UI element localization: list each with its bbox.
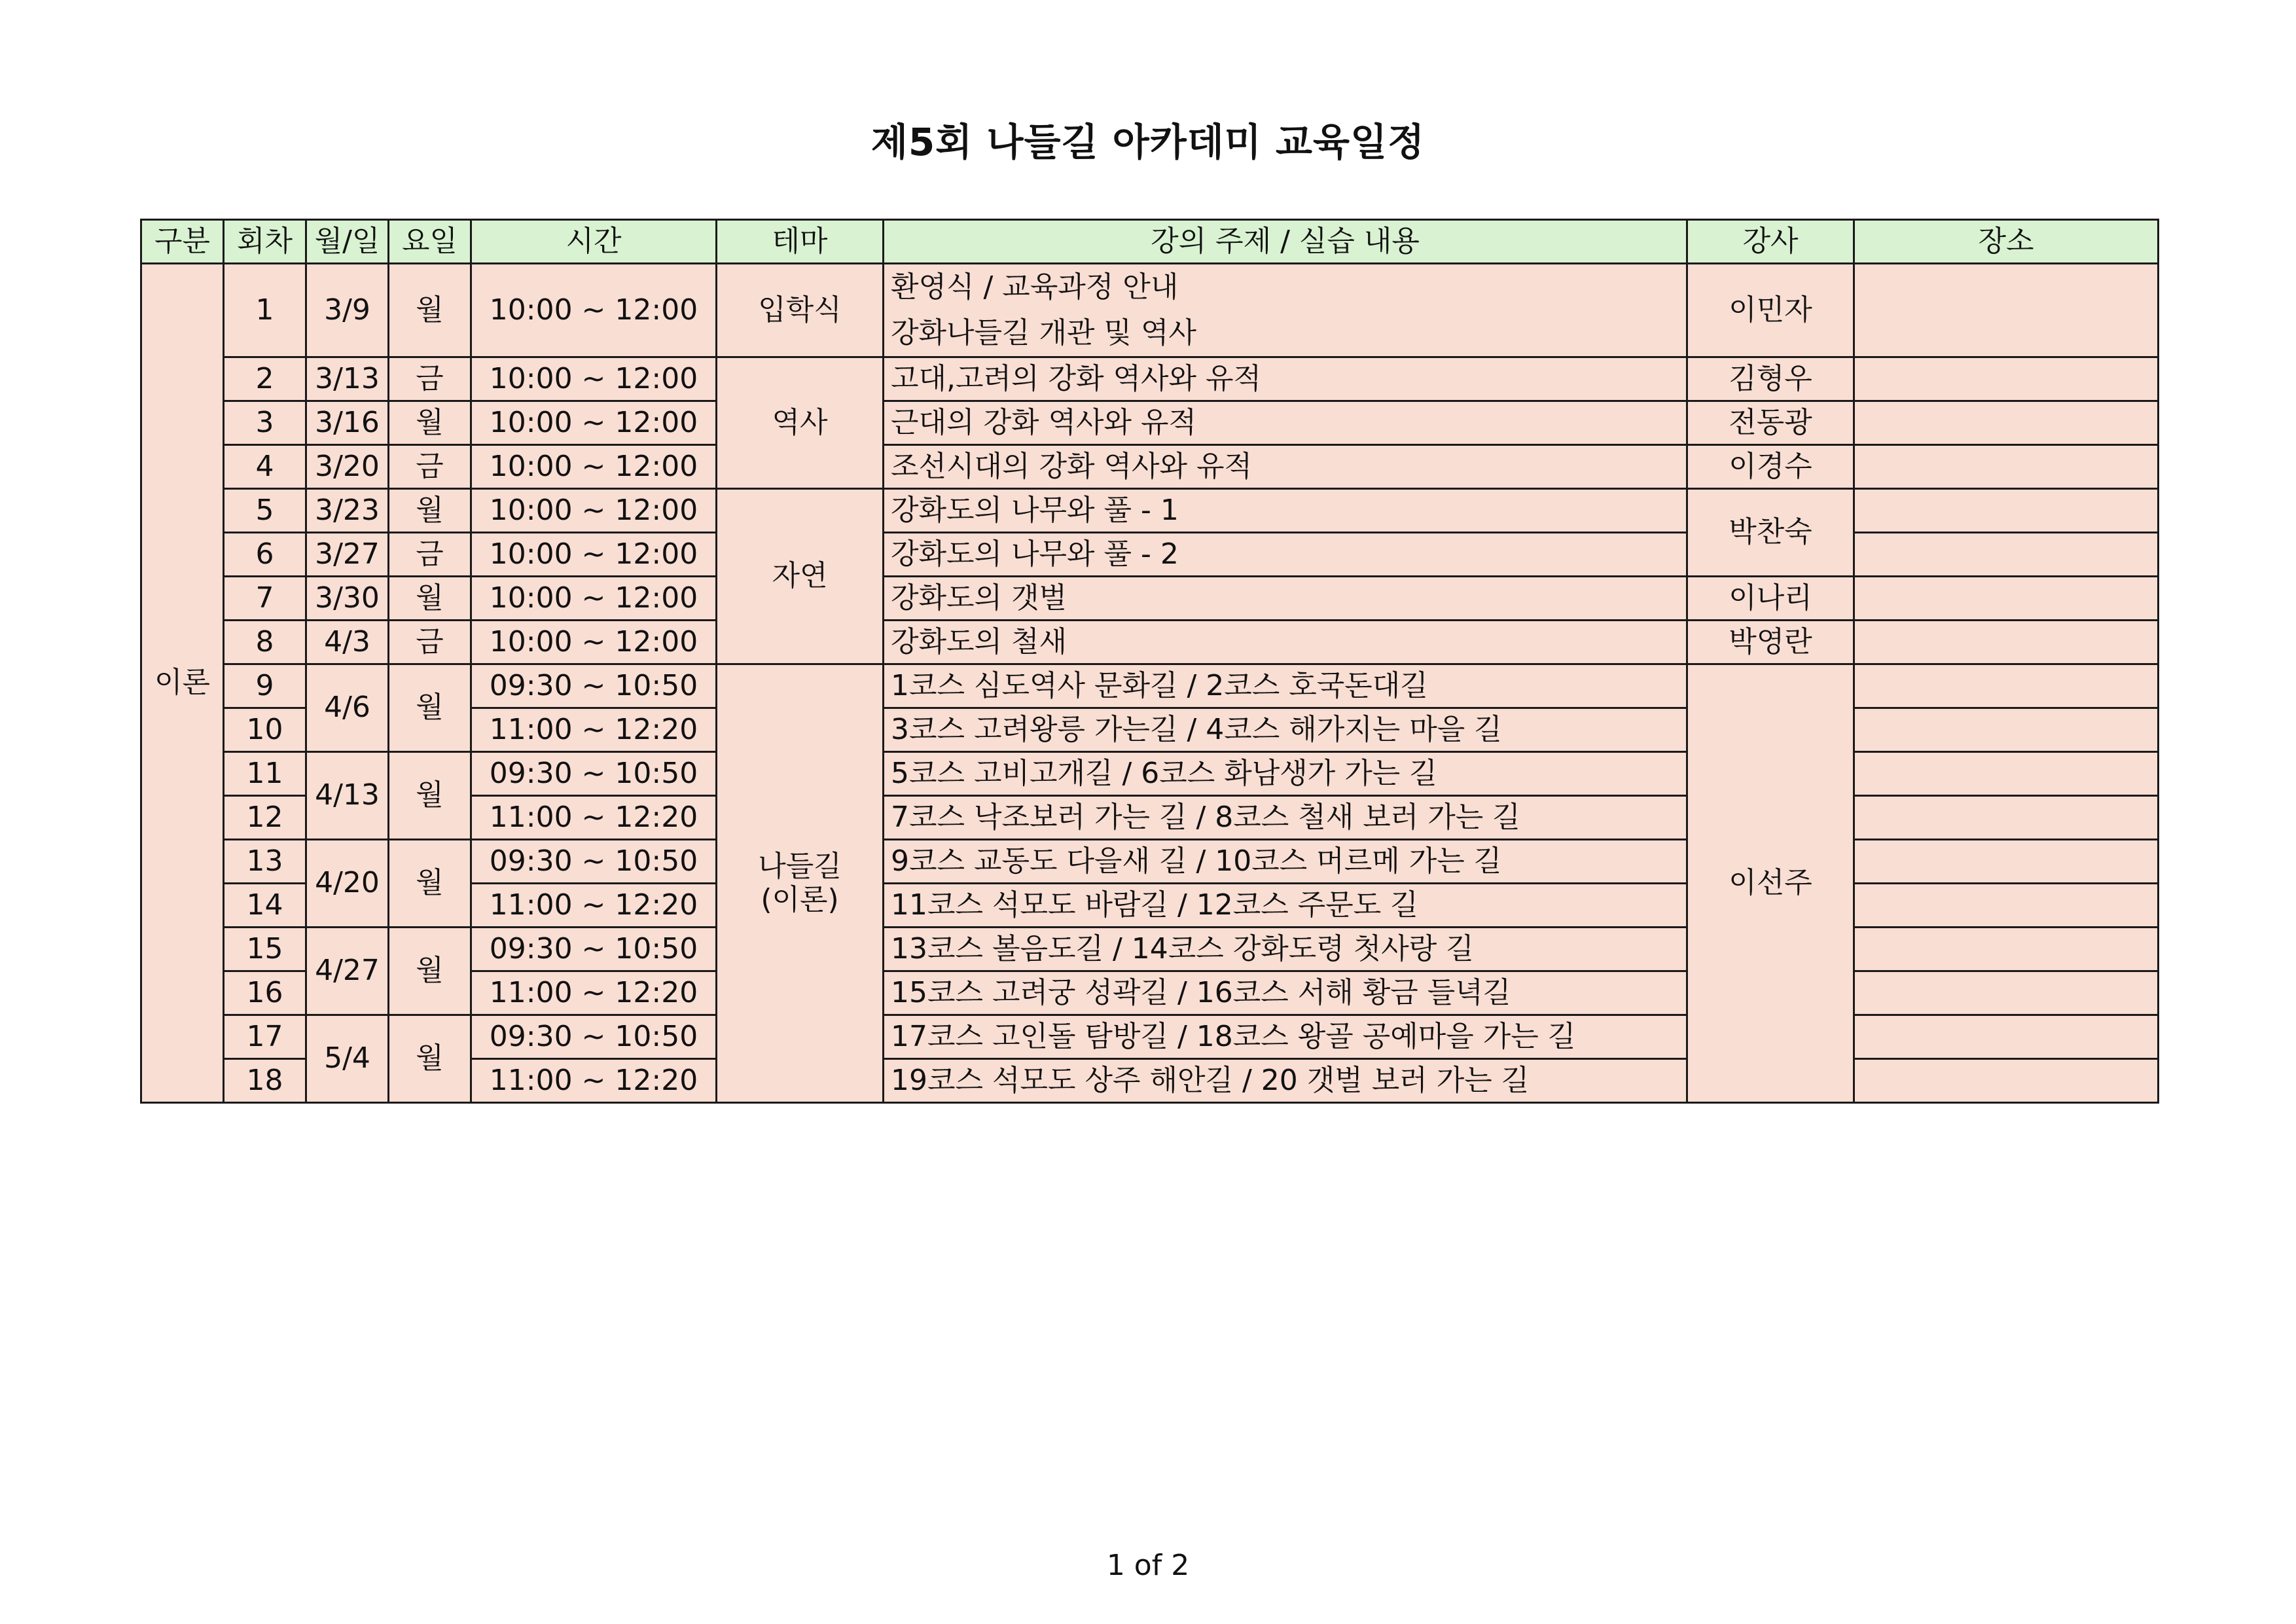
topic-cell: 강화도의 갯벌 [884, 577, 1687, 621]
header-row [141, 220, 2159, 264]
table-row [141, 664, 2159, 708]
time-cell: 11:00 ~ 12:20 [471, 1059, 717, 1103]
session-cell: 10 [224, 708, 306, 752]
topic-cell: 강화도의 나무와 풀 - 2 [884, 533, 1687, 577]
location-cell [1854, 264, 2159, 357]
date-cell: 4/3 [306, 621, 389, 664]
date-cell: 3/16 [306, 401, 389, 445]
header-theme: 테마 [717, 220, 884, 264]
theme-line: 나들길 [758, 849, 842, 883]
time-cell: 09:30 ~ 10:50 [471, 840, 717, 884]
date-cell: 4/13 [306, 752, 389, 840]
schedule-table [140, 219, 2159, 1104]
location-cell [1854, 840, 2159, 884]
session-cell: 8 [224, 621, 306, 664]
session-cell: 13 [224, 840, 306, 884]
date-cell: 3/9 [306, 264, 389, 357]
session-cell: 2 [224, 357, 306, 401]
time-cell: 09:30 ~ 10:50 [471, 928, 717, 971]
session-cell: 16 [224, 971, 306, 1015]
table-row [141, 533, 2159, 577]
topic-cell: 강화도의 나무와 풀 - 1 [884, 489, 1687, 533]
instructor-cell: 이경수 [1687, 445, 1854, 489]
header-instructor: 강사 [1687, 220, 1854, 264]
table-row [141, 357, 2159, 401]
session-cell: 14 [224, 884, 306, 928]
topic-cell: 5코스 고비고개길 / 6코스 화남생가 가는 길 [884, 752, 1687, 796]
location-cell [1854, 928, 2159, 971]
location-cell [1854, 621, 2159, 664]
table-row [141, 577, 2159, 621]
weekday-cell: 월 [389, 401, 471, 445]
table-row [141, 401, 2159, 445]
date-cell: 3/13 [306, 357, 389, 401]
session-cell: 5 [224, 489, 306, 533]
category-cell: 이론 [141, 264, 224, 1103]
location-cell [1854, 533, 2159, 577]
header-category: 구분 [141, 220, 224, 264]
weekday-cell: 월 [389, 489, 471, 533]
time-cell: 11:00 ~ 12:20 [471, 796, 717, 840]
date-cell: 3/23 [306, 489, 389, 533]
weekday-cell: 월 [389, 1015, 471, 1103]
time-cell: 10:00 ~ 12:00 [471, 357, 717, 401]
topic-cell: 17코스 고인돌 탐방길 / 18코스 왕골 공예마을 가는 길 [884, 1015, 1687, 1059]
theme-cell: 자연 [717, 489, 884, 664]
time-cell: 10:00 ~ 12:00 [471, 264, 717, 357]
table-row [141, 445, 2159, 489]
topic-cell: 19코스 석모도 상주 해안길 / 20 갯벌 보러 가는 길 [884, 1059, 1687, 1103]
session-cell: 11 [224, 752, 306, 796]
location-cell [1854, 1015, 2159, 1059]
topic-cell: 조선시대의 강화 역사와 유적 [884, 445, 1687, 489]
table-row [141, 840, 2159, 884]
session-cell: 17 [224, 1015, 306, 1059]
weekday-cell: 월 [389, 264, 471, 357]
header-time: 시간 [471, 220, 717, 264]
location-cell [1854, 577, 2159, 621]
time-cell: 09:30 ~ 10:50 [471, 664, 717, 708]
topic-line: 환영식 / 교육과정 안내 [891, 270, 1179, 304]
location-cell [1854, 884, 2159, 928]
date-cell: 4/20 [306, 840, 389, 928]
session-cell: 18 [224, 1059, 306, 1103]
topic-cell: 강화도의 철새 [884, 621, 1687, 664]
location-cell [1854, 971, 2159, 1015]
location-cell [1854, 489, 2159, 533]
weekday-cell: 월 [389, 752, 471, 840]
topic-cell [884, 264, 1687, 357]
theme-cell [717, 664, 884, 1103]
topic-cell: 11코스 석모도 바람길 / 12코스 주문도 길 [884, 884, 1687, 928]
table-row [141, 489, 2159, 533]
header-session: 회차 [224, 220, 306, 264]
table-row [141, 752, 2159, 796]
session-cell: 9 [224, 664, 306, 708]
time-cell: 10:00 ~ 12:00 [471, 577, 717, 621]
date-cell: 3/30 [306, 577, 389, 621]
location-cell [1854, 445, 2159, 489]
topic-cell: 근대의 강화 역사와 유적 [884, 401, 1687, 445]
theme-cell: 역사 [717, 357, 884, 489]
session-cell: 4 [224, 445, 306, 489]
table-row [141, 621, 2159, 664]
weekday-cell: 월 [389, 840, 471, 928]
time-cell: 09:30 ~ 10:50 [471, 1015, 717, 1059]
time-cell: 10:00 ~ 12:00 [471, 533, 717, 577]
topic-cell: 고대,고려의 강화 역사와 유적 [884, 357, 1687, 401]
time-cell: 09:30 ~ 10:50 [471, 752, 717, 796]
location-cell [1854, 664, 2159, 708]
topic-cell: 15코스 고려궁 성곽길 / 16코스 서해 황금 들녁길 [884, 971, 1687, 1015]
time-cell: 10:00 ~ 12:00 [471, 489, 717, 533]
weekday-cell: 금 [389, 445, 471, 489]
instructor-cell: 박찬숙 [1687, 489, 1854, 577]
topic-cell: 9코스 교동도 다을새 길 / 10코스 머르메 가는 길 [884, 840, 1687, 884]
session-cell: 15 [224, 928, 306, 971]
session-cell: 7 [224, 577, 306, 621]
header-date: 월/일 [306, 220, 389, 264]
instructor-cell: 김형우 [1687, 357, 1854, 401]
weekday-cell: 월 [389, 577, 471, 621]
instructor-cell: 박영란 [1687, 621, 1854, 664]
topic-cell: 3코스 고려왕릉 가는길 / 4코스 해가지는 마을 길 [884, 708, 1687, 752]
theme-line: (이론) [761, 882, 839, 916]
header-weekday: 요일 [389, 220, 471, 264]
page-number: 1 of 2 [1106, 1549, 1190, 1582]
table-row [141, 1015, 2159, 1059]
date-cell: 3/27 [306, 533, 389, 577]
session-cell: 1 [224, 264, 306, 357]
instructor-cell: 이선주 [1687, 664, 1854, 1103]
time-cell: 10:00 ~ 12:00 [471, 401, 717, 445]
time-cell: 11:00 ~ 12:20 [471, 708, 717, 752]
weekday-cell: 금 [389, 533, 471, 577]
header-location: 장소 [1854, 220, 2159, 264]
topic-cell: 13코스 볼음도길 / 14코스 강화도령 첫사랑 길 [884, 928, 1687, 971]
session-cell: 6 [224, 533, 306, 577]
instructor-cell: 전동광 [1687, 401, 1854, 445]
topic-cell: 7코스 낙조보러 가는 길 / 8코스 철새 보러 가는 길 [884, 796, 1687, 840]
time-cell: 10:00 ~ 12:00 [471, 445, 717, 489]
weekday-cell: 금 [389, 621, 471, 664]
time-cell: 11:00 ~ 12:20 [471, 971, 717, 1015]
table-row [141, 928, 2159, 971]
location-cell [1854, 357, 2159, 401]
header-topic: 강의 주제 / 실습 내용 [884, 220, 1687, 264]
time-cell: 11:00 ~ 12:20 [471, 884, 717, 928]
time-cell: 10:00 ~ 12:00 [471, 621, 717, 664]
location-cell [1854, 796, 2159, 840]
location-cell [1854, 401, 2159, 445]
weekday-cell: 월 [389, 664, 471, 752]
date-cell: 5/4 [306, 1015, 389, 1103]
page-title: 제5회 나들길 아카데미 교육일정 [870, 120, 1426, 164]
instructor-cell: 이나리 [1687, 577, 1854, 621]
date-cell: 4/6 [306, 664, 389, 752]
location-cell [1854, 708, 2159, 752]
topic-cell: 1코스 심도역사 문화길 / 2코스 호국돈대길 [884, 664, 1687, 708]
session-cell: 12 [224, 796, 306, 840]
date-cell: 4/27 [306, 928, 389, 1015]
weekday-cell: 금 [389, 357, 471, 401]
instructor-cell: 이민자 [1687, 264, 1854, 357]
weekday-cell: 월 [389, 928, 471, 1015]
theme-cell: 입학식 [717, 264, 884, 357]
location-cell [1854, 1059, 2159, 1103]
location-cell [1854, 752, 2159, 796]
session-cell: 3 [224, 401, 306, 445]
topic-line: 강화나들길 개관 및 역사 [891, 316, 1196, 350]
date-cell: 3/20 [306, 445, 389, 489]
